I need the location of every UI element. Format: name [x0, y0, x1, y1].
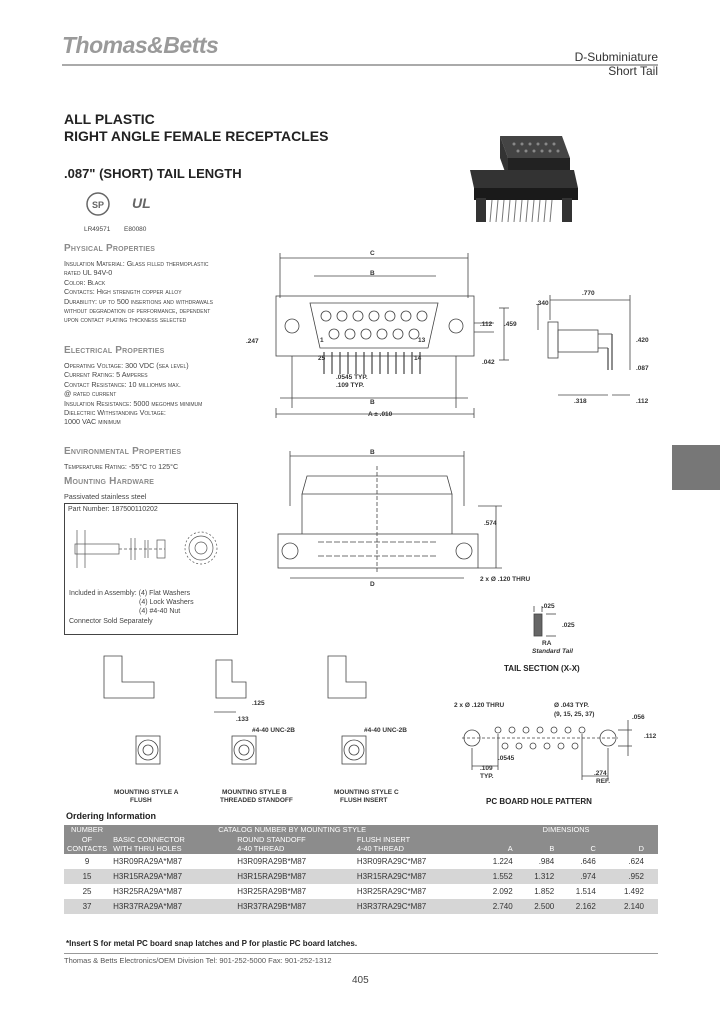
mounting-heading: Mounting Hardware — [64, 476, 155, 487]
pin-1-label: 1 — [320, 337, 324, 344]
hardware-part-number: Part Number: 187500110202 — [68, 506, 158, 513]
header-a: A — [474, 835, 516, 854]
pin-14-label: 14 — [414, 355, 422, 362]
connector-product-photo — [462, 118, 580, 228]
style-b-sub-label: THREADED STANDOFF — [220, 797, 293, 804]
physical-line: Durability: up to 500 insertions and withdrawals — [64, 296, 213, 306]
dim-b-label-top-view: B — [370, 449, 375, 456]
electrical-line: 1000 VAC minimum — [64, 417, 121, 427]
dim-0545-label: .0545 TYP. — [336, 374, 368, 381]
dim-125-label: .125 — [252, 700, 265, 707]
electrical-line: Contact Resistance: 10 milliohms max. — [64, 379, 181, 389]
table-row: 15 H3R15RA29A*M87 H3R15RA29B*M87 H3R15RA29C*M87 1.552 1.312 .974 .952 — [64, 869, 658, 884]
mounting-styles-drawing — [96, 650, 396, 780]
table-row: 37 H3R37RA29A*M87 H3R37RA29B*M87 H3R37RA29C*M87 2.740 2.500 2.162 2.140 — [64, 899, 658, 914]
header-d: D — [599, 835, 658, 854]
ordering-title: Ordering Information — [66, 811, 156, 821]
pin-25-label: 25 — [318, 355, 326, 362]
dim-056-label: .056 — [632, 714, 645, 721]
dim-b-label-bottom: B — [370, 399, 375, 406]
pcb-title: PC BOARD HOLE PATTERN — [486, 797, 592, 806]
included-item: (4) Lock Washers — [139, 599, 194, 607]
header-contacts: NUMBER OF CONTACTS — [64, 825, 110, 854]
physical-line: Insulation Material: Glass filled thermoplastic — [64, 259, 209, 268]
header-flush: FLUSH INSERT 4-40 THREAD — [354, 835, 474, 854]
dim-274-label: .274 — [594, 770, 607, 777]
header-rule — [62, 64, 658, 66]
ul-number: E80080 — [124, 226, 147, 233]
header-b: B — [516, 835, 558, 854]
title-line-1: ALL PLASTIC — [64, 111, 155, 127]
header-c: C — [557, 835, 599, 854]
category-title: D-Subminiature — [574, 50, 658, 64]
ul-logo-icon: UL — [132, 195, 151, 211]
tail-length-title: .087" (SHORT) TAIL LENGTH — [64, 166, 242, 181]
dim-0545b-label: .0545 — [498, 755, 515, 762]
dim-133-label: .133 — [236, 716, 249, 723]
page-number: 405 — [352, 975, 369, 986]
dim-318-label: .318 — [574, 398, 587, 405]
standard-tail-label: Standard Tail — [532, 648, 573, 655]
style-b-label: MOUNTING STYLE B — [222, 789, 287, 796]
pin-13-label: 13 — [418, 337, 426, 344]
dim-ref-label: REF. — [596, 778, 611, 785]
footnote: *Insert S for metal PC board snap latches and P for plastic PC board latches. — [66, 939, 358, 948]
dim-042-label: .042 — [482, 359, 495, 366]
electrical-line: Current Rating: 5 Amperes — [64, 370, 148, 380]
front-view-drawing — [244, 248, 544, 423]
table-row: 9 H3R09RA29A*M87 H3R09RA29B*M87 H3R09RA29C*M87 1.224 .984 .646 .624 — [84, 856, 644, 866]
page-title — [64, 111, 328, 145]
dim-112-label: .112 — [480, 321, 493, 328]
included-item: (4) Flat Washers — [138, 590, 191, 597]
electrical-line: Operating Voltage: 300 VDC (sea level) — [64, 361, 189, 370]
mounting-finish: Passivated stainless steel — [64, 492, 147, 501]
sold-separately-note: Connector Sold Separately — [69, 617, 153, 625]
header-basic: BASIC CONNECTOR WITH THRU HOLES — [110, 835, 234, 854]
side-view-drawing — [530, 290, 660, 405]
thread-c-label: #4-40 UNC-2B — [364, 727, 407, 734]
dim-112b-label: .112 — [636, 398, 649, 405]
dim-d-label: D — [370, 581, 375, 588]
pcb-thru-label: 2 x Ø .120 THRU — [454, 702, 505, 709]
ordering-table — [64, 825, 658, 914]
physical-list — [64, 259, 250, 325]
dim-574-label: .574 — [484, 520, 497, 527]
title-line-2: RIGHT ANGLE FEMALE RECEPTACLES — [64, 128, 329, 144]
dim-c-label: C — [370, 250, 375, 257]
dim-087-label: .087 — [636, 365, 649, 372]
dim-459-label: .459 — [504, 321, 517, 328]
physical-line: upon contact plating thickness selected — [64, 315, 187, 325]
footer-contact: Thomas & Betts Electronics/OEM Division Tel: 901-252-5000 Fax: 901-252-1312 — [64, 956, 332, 965]
electrical-line: Dielectric Withstanding Voltage: — [64, 408, 166, 418]
style-c-sub-label: FLUSH INSERT — [340, 797, 388, 804]
pcb-sizes-label: (9, 15, 25, 37) — [554, 711, 595, 718]
footer-rule — [64, 953, 658, 954]
header-catalog: CATALOG NUMBER BY MOUNTING STYLE — [110, 825, 474, 835]
environmental-heading: Environmental Properties — [64, 446, 182, 457]
header-dimensions: DIMENSIONS — [474, 825, 658, 835]
environmental-list — [64, 462, 250, 471]
category-header — [575, 50, 658, 78]
electrical-heading: Electrical Properties — [64, 345, 165, 356]
table-row: 25 H3R25RA29A*M87 H3R25RA29B*M87 H3R25RA29C*M87 2.092 1.852 1.514 1.492 — [82, 886, 644, 896]
included-title: Included in Assembly: — [69, 590, 137, 597]
physical-line: Contacts: High strength copper alloy — [64, 287, 182, 297]
header-round: ROUND STANDOFF 4-40 THREAD — [234, 835, 354, 854]
dim-420-label: .420 — [636, 337, 649, 344]
dim-247-label: .247 — [246, 338, 259, 345]
electrical-list — [64, 361, 250, 427]
environmental-line: Temperature Rating: -55°C to 125°C — [64, 462, 179, 471]
dim-109-label: .109 TYP. — [336, 382, 365, 389]
hardware-included-list — [69, 589, 237, 626]
tail-section-title: TAIL SECTION (X-X) — [504, 664, 580, 673]
thread-b-label: #4-40 UNC-2B — [252, 727, 295, 734]
physical-line: rated UL 94V-0 — [64, 268, 113, 278]
dim-770-label: .770 — [582, 290, 595, 297]
included-item: (4) #4-40 Nut — [139, 608, 181, 616]
dim-112c-label: .112 — [644, 733, 657, 740]
physical-heading: Physical Properties — [64, 243, 156, 254]
csa-number: LR49571 — [84, 226, 111, 233]
mounting-hardware-box — [64, 503, 238, 635]
ra-label: RA — [542, 640, 552, 647]
dim-025b-label: .025 — [562, 622, 575, 629]
category-subtitle: Short Tail — [608, 64, 658, 78]
dim-a-label: A ± .010 — [368, 411, 393, 418]
svg-text:SP: SP — [92, 200, 105, 210]
dim-025a-label: .025 — [542, 603, 555, 610]
physical-line: without degradation of performance, dependent — [64, 306, 211, 316]
dim-340-label: .340 — [536, 300, 549, 307]
company-logo: Thomas&Betts — [62, 32, 219, 58]
style-c-label: MOUNTING STYLE C — [334, 789, 399, 796]
dim-typ-label: TYP. — [480, 773, 494, 780]
electrical-line: Insulation Resistance: 5000 megohms minimum — [64, 398, 203, 408]
physical-line: Color: Black — [64, 277, 106, 287]
dim-109b-label: .109 — [480, 765, 493, 772]
style-a-sub-label: FLUSH — [130, 797, 152, 804]
style-a-label: MOUNTING STYLE A — [114, 789, 179, 796]
thru-holes-label: 2 x Ø .120 THRU — [480, 576, 531, 583]
pcb-hole-label: Ø .043 TYP. — [554, 702, 589, 709]
side-thumb-tab — [672, 445, 720, 490]
hardware-drawing — [69, 518, 233, 586]
dim-b-label-top: B — [370, 270, 375, 277]
electrical-line: @ rated current — [64, 389, 117, 399]
